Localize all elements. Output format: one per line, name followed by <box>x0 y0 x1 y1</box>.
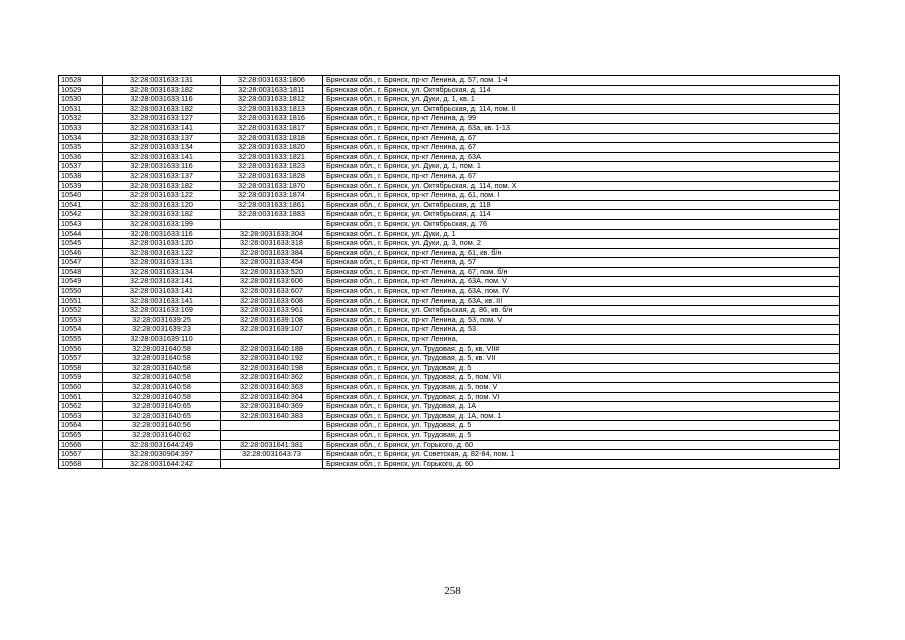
parcel-cadastral-cell: 32:28:0031633:137 <box>103 171 221 181</box>
parcel-cadastral-cell: 32:28:0031640:58 <box>103 373 221 383</box>
row-number-cell: 10549 <box>59 277 103 287</box>
object-cadastral-cell: 32:28:0031640:383 <box>221 411 323 421</box>
object-cadastral-cell: 32:28:0031640:363 <box>221 383 323 393</box>
address-cell: Брянская обл., г. Брянск, пр-кт Ленина, д. 53, пом. V <box>323 315 840 325</box>
table-row <box>59 152 840 162</box>
table-row <box>59 114 840 124</box>
address-cell: Брянская обл., г. Брянск, пр-кт Ленина, д. 63А, кв. III <box>323 296 840 306</box>
address-cell: Брянская обл., г. Брянск, пр-кт Ленина, д. 67 <box>323 133 840 143</box>
row-number-cell: 10561 <box>59 392 103 402</box>
row-number-cell: 10555 <box>59 335 103 345</box>
object-cadastral-cell: 32:28:0031639:107 <box>221 325 323 335</box>
row-number-cell: 10534 <box>59 133 103 143</box>
row-number-cell: 10542 <box>59 210 103 220</box>
table-row <box>59 315 840 325</box>
table-row <box>59 296 840 306</box>
parcel-cadastral-cell: 32:28:0031633:134 <box>103 143 221 153</box>
parcel-cadastral-cell: 32:28:0031633:141 <box>103 296 221 306</box>
address-cell: Брянская обл., г. Брянск, пр-кт Ленина, д. 63а, кв. 1-13 <box>323 123 840 133</box>
parcel-cadastral-cell: 32:28:0030904:397 <box>103 450 221 460</box>
table-row <box>59 392 840 402</box>
address-cell: Брянская обл., г. Брянск, ул. Дуки, д. 1 <box>323 229 840 239</box>
row-number-cell: 10547 <box>59 258 103 268</box>
object-cadastral-cell: 32:28:0031633:607 <box>221 287 323 297</box>
registry-table <box>58 75 840 469</box>
parcel-cadastral-cell: 32:28:0031633:169 <box>103 306 221 316</box>
object-cadastral-cell: 32:28:0031633:1883 <box>221 210 323 220</box>
object-cadastral-cell <box>221 335 323 345</box>
table-row <box>59 373 840 383</box>
row-number-cell: 10556 <box>59 344 103 354</box>
parcel-cadastral-cell: 32:28:0031639:25 <box>103 315 221 325</box>
parcel-cadastral-cell: 32:28:0031633:134 <box>103 267 221 277</box>
row-number-cell: 10535 <box>59 143 103 153</box>
row-number-cell: 10536 <box>59 152 103 162</box>
object-cadastral-cell: 32:28:0031633:1874 <box>221 191 323 201</box>
object-cadastral-cell: 32:28:0031633:1817 <box>221 123 323 133</box>
parcel-cadastral-cell: 32:28:0031640:58 <box>103 392 221 402</box>
object-cadastral-cell: 32:28:0031633:1820 <box>221 143 323 153</box>
address-cell: Брянская обл., г. Брянск, пр-кт Ленина, д. 57 <box>323 258 840 268</box>
object-cadastral-cell: 32:28:0031633:1806 <box>221 76 323 86</box>
parcel-cadastral-cell: 32:28:0031633:122 <box>103 191 221 201</box>
table-row <box>59 239 840 249</box>
parcel-cadastral-cell: 32:28:0031640:65 <box>103 411 221 421</box>
row-number-cell: 10551 <box>59 296 103 306</box>
table-row <box>59 450 840 460</box>
parcel-cadastral-cell: 32:28:0031640:65 <box>103 402 221 412</box>
table-row <box>59 95 840 105</box>
table-row <box>59 181 840 191</box>
parcel-cadastral-cell: 32:28:0031633:120 <box>103 239 221 249</box>
address-cell: Брянская обл., г. Брянск, ул. Трудовая, д. 5 <box>323 363 840 373</box>
row-number-cell: 10552 <box>59 306 103 316</box>
object-cadastral-cell: 32:28:0031633:1812 <box>221 95 323 105</box>
row-number-cell: 10531 <box>59 104 103 114</box>
address-cell: Брянская обл., г. Брянск, пр-кт Ленина, <box>323 335 840 345</box>
address-cell: Брянская обл., г. Брянск, пр-кт Ленина, д. 57, пом. 1-4 <box>323 76 840 86</box>
table-row <box>59 306 840 316</box>
table-row <box>59 191 840 201</box>
object-cadastral-cell: 32:28:0031640:192 <box>221 354 323 364</box>
address-cell: Брянская обл., г. Брянск, ул. Трудовая, д. 5 <box>323 430 840 440</box>
object-cadastral-cell: 32:28:0031633:1816 <box>221 114 323 124</box>
address-cell: Брянская обл., г. Брянск, ул. Горького, д. 60 <box>323 440 840 450</box>
object-cadastral-cell: 32:28:0031633:318 <box>221 239 323 249</box>
row-number-cell: 10544 <box>59 229 103 239</box>
object-cadastral-cell: 32:28:0031633:384 <box>221 248 323 258</box>
address-cell: Брянская обл., г. Брянск, ул. Дуки, д. 1, пом. 1 <box>323 162 840 172</box>
object-cadastral-cell: 32:28:0031633:1821 <box>221 152 323 162</box>
parcel-cadastral-cell: 32:28:0031633:131 <box>103 76 221 86</box>
address-cell: Брянская обл., г. Брянск, ул. Дуки, д. 3, пом. 2 <box>323 239 840 249</box>
row-number-cell: 10566 <box>59 440 103 450</box>
parcel-cadastral-cell: 32:28:0031640:58 <box>103 383 221 393</box>
parcel-cadastral-cell: 32:28:0031633:137 <box>103 133 221 143</box>
row-number-cell: 10546 <box>59 248 103 258</box>
table-row <box>59 123 840 133</box>
row-number-cell: 10541 <box>59 200 103 210</box>
parcel-cadastral-cell: 32:28:0031633:116 <box>103 95 221 105</box>
address-cell: Брянская обл., г. Брянск, ул. Трудовая, д. 1А, пом. 1 <box>323 411 840 421</box>
address-cell: Брянская обл., г. Брянск, ул. Трудовая, д. 5, кв. VII <box>323 354 840 364</box>
address-cell: Брянская обл., г. Брянск, ул. Трудовая, д. 1А <box>323 402 840 412</box>
table-row <box>59 104 840 114</box>
address-cell: Брянская обл., г. Брянск, ул. Трудовая, д. 5, кв. VII# <box>323 344 840 354</box>
table-row <box>59 354 840 364</box>
table-row <box>59 76 840 86</box>
table-row <box>59 430 840 440</box>
table-row <box>59 325 840 335</box>
row-number-cell: 10543 <box>59 219 103 229</box>
object-cadastral-cell: 32:28:0031633:304 <box>221 229 323 239</box>
object-cadastral-cell: 32:28:0031633:454 <box>221 258 323 268</box>
table-row <box>59 200 840 210</box>
row-number-cell: 10548 <box>59 267 103 277</box>
object-cadastral-cell <box>221 459 323 469</box>
parcel-cadastral-cell: 32:28:0031633:141 <box>103 287 221 297</box>
parcel-cadastral-cell: 32:28:0031633:141 <box>103 152 221 162</box>
table-row <box>59 162 840 172</box>
object-cadastral-cell: 32:28:0031633:1813 <box>221 104 323 114</box>
registry-table-body <box>59 76 840 469</box>
parcel-cadastral-cell: 32:28:0031633:182 <box>103 210 221 220</box>
address-cell: Брянская обл., г. Брянск, пр-кт Ленина, д. 63А <box>323 152 840 162</box>
address-cell: Брянская обл., г. Брянск, пр-кт Ленина, д. 61, пом. I <box>323 191 840 201</box>
address-cell: Брянская обл., г. Брянск, ул. Октябрьская, д. 118 <box>323 200 840 210</box>
object-cadastral-cell: 32:28:0031640:198 <box>221 363 323 373</box>
table-row <box>59 85 840 95</box>
object-cadastral-cell: 32:28:0031633:520 <box>221 267 323 277</box>
row-number-cell: 10530 <box>59 95 103 105</box>
parcel-cadastral-cell: 32:28:0031640:58 <box>103 344 221 354</box>
object-cadastral-cell: 32:28:0031633:1861 <box>221 200 323 210</box>
object-cadastral-cell: 32:28:0031633:1818 <box>221 133 323 143</box>
parcel-cadastral-cell: 32:28:0031640:62 <box>103 430 221 440</box>
object-cadastral-cell: 32:28:0031643:73 <box>221 450 323 460</box>
row-number-cell: 10538 <box>59 171 103 181</box>
table-row <box>59 440 840 450</box>
address-cell: Брянская обл., г. Брянск, ул. Советская, д. 82-84, пом. 1 <box>323 450 840 460</box>
address-cell: Брянская обл., г. Брянск, ул. Октябрьская, д. 114 <box>323 210 840 220</box>
address-cell: Брянская обл., г. Брянск, ул. Горького, д. 60 <box>323 459 840 469</box>
row-number-cell: 10537 <box>59 162 103 172</box>
row-number-cell: 10554 <box>59 325 103 335</box>
parcel-cadastral-cell: 32:28:0031633:116 <box>103 229 221 239</box>
address-cell: Брянская обл., г. Брянск, ул. Трудовая, д. 5 <box>323 421 840 431</box>
table-row <box>59 421 840 431</box>
table-row <box>59 143 840 153</box>
address-cell: Брянская обл., г. Брянск, пр-кт Ленина, д. 63А, пом. V <box>323 277 840 287</box>
object-cadastral-cell <box>221 421 323 431</box>
row-number-cell: 10562 <box>59 402 103 412</box>
address-cell: Брянская обл., г. Брянск, ул. Октябрьская, д. 114, пом. II <box>323 104 840 114</box>
row-number-cell: 10563 <box>59 411 103 421</box>
table-row <box>59 402 840 412</box>
parcel-cadastral-cell: 32:28:0031633:182 <box>103 85 221 95</box>
table-row <box>59 277 840 287</box>
address-cell: Брянская обл., г. Брянск, ул. Октябрьская, д. 86, кв. б/н <box>323 306 840 316</box>
address-cell: Брянская обл., г. Брянск, пр-кт Ленина, д. 67 <box>323 143 840 153</box>
object-cadastral-cell: 32:28:0031633:1870 <box>221 181 323 191</box>
parcel-cadastral-cell: 32:28:0031633:182 <box>103 104 221 114</box>
parcel-cadastral-cell: 32:28:0031639:110 <box>103 335 221 345</box>
address-cell: Брянская обл., г. Брянск, ул. Октябрьская, д. 114 <box>323 85 840 95</box>
object-cadastral-cell: 32:28:0031633:1811 <box>221 85 323 95</box>
object-cadastral-cell: 32:28:0031640:369 <box>221 402 323 412</box>
address-cell: Брянская обл., г. Брянск, ул. Октябрьская, д. 114, пом. X <box>323 181 840 191</box>
table-row <box>59 267 840 277</box>
address-cell: Брянская обл., г. Брянск, пр-кт Ленина, д. 53 <box>323 325 840 335</box>
address-cell: Брянская обл., г. Брянск, ул. Октябрьская, д. 76 <box>323 219 840 229</box>
address-cell: Брянская обл., г. Брянск, ул. Трудовая, д. 5, пом. VI <box>323 392 840 402</box>
object-cadastral-cell: 32:28:0031641:381 <box>221 440 323 450</box>
address-cell: Брянская обл., г. Брянск, пр-кт Ленина, д. 63А, пом. IV <box>323 287 840 297</box>
page-number: 258 <box>444 585 461 597</box>
address-cell: Брянская обл., г. Брянск, пр-кт Ленина, д. 61, кв. б/н <box>323 248 840 258</box>
row-number-cell: 10560 <box>59 383 103 393</box>
object-cadastral-cell: 32:28:0031633:1823 <box>221 162 323 172</box>
parcel-cadastral-cell: 32:28:0031633:199 <box>103 219 221 229</box>
parcel-cadastral-cell: 32:28:0031644:249 <box>103 440 221 450</box>
object-cadastral-cell <box>221 219 323 229</box>
parcel-cadastral-cell: 32:28:0031633:141 <box>103 123 221 133</box>
object-cadastral-cell: 32:28:0031640:188 <box>221 344 323 354</box>
row-number-cell: 10558 <box>59 363 103 373</box>
object-cadastral-cell: 32:28:0031633:1828 <box>221 171 323 181</box>
table-row <box>59 335 840 345</box>
row-number-cell: 10550 <box>59 287 103 297</box>
table-row <box>59 229 840 239</box>
address-cell: Брянская обл., г. Брянск, ул. Трудовая, д. 5, пом. VII <box>323 373 840 383</box>
row-number-cell: 10532 <box>59 114 103 124</box>
object-cadastral-cell: 32:28:0031633:606 <box>221 277 323 287</box>
row-number-cell: 10533 <box>59 123 103 133</box>
row-number-cell: 10540 <box>59 191 103 201</box>
address-cell: Брянская обл., г. Брянск, ул. Дуки, д. 1, кв. 1 <box>323 95 840 105</box>
address-cell: Брянская обл., г. Брянск, пр-кт Ленина, д. 67 <box>323 171 840 181</box>
parcel-cadastral-cell: 32:28:0031640:58 <box>103 354 221 364</box>
parcel-cadastral-cell: 32:28:0031633:141 <box>103 277 221 287</box>
parcel-cadastral-cell: 32:28:0031633:120 <box>103 200 221 210</box>
row-number-cell: 10539 <box>59 181 103 191</box>
row-number-cell: 10567 <box>59 450 103 460</box>
object-cadastral-cell: 32:28:0031640:362 <box>221 373 323 383</box>
table-row <box>59 411 840 421</box>
object-cadastral-cell: 32:28:0031633:608 <box>221 296 323 306</box>
row-number-cell: 10559 <box>59 373 103 383</box>
object-cadastral-cell: 32:28:0031640:364 <box>221 392 323 402</box>
parcel-cadastral-cell: 32:28:0031633:131 <box>103 258 221 268</box>
table-row <box>59 171 840 181</box>
parcel-cadastral-cell: 32:28:0031640:58 <box>103 363 221 373</box>
table-row <box>59 459 840 469</box>
row-number-cell: 10557 <box>59 354 103 364</box>
table-row <box>59 219 840 229</box>
parcel-cadastral-cell: 32:28:0031644:242 <box>103 459 221 469</box>
table-row <box>59 383 840 393</box>
row-number-cell: 10529 <box>59 85 103 95</box>
parcel-cadastral-cell: 32:28:0031640:56 <box>103 421 221 431</box>
row-number-cell: 10528 <box>59 76 103 86</box>
table-row <box>59 344 840 354</box>
row-number-cell: 10553 <box>59 315 103 325</box>
row-number-cell: 10545 <box>59 239 103 249</box>
row-number-cell: 10565 <box>59 430 103 440</box>
table-row <box>59 248 840 258</box>
row-number-cell: 10568 <box>59 459 103 469</box>
table-row <box>59 133 840 143</box>
object-cadastral-cell: 32:28:0031639:108 <box>221 315 323 325</box>
object-cadastral-cell: 32:28:0031633:961 <box>221 306 323 316</box>
parcel-cadastral-cell: 32:28:0031639:23 <box>103 325 221 335</box>
object-cadastral-cell <box>221 430 323 440</box>
table-row <box>59 258 840 268</box>
address-cell: Брянская обл., г. Брянск, пр-кт Ленина, д. 67, пом. б/н <box>323 267 840 277</box>
parcel-cadastral-cell: 32:28:0031633:182 <box>103 181 221 191</box>
table-row <box>59 363 840 373</box>
parcel-cadastral-cell: 32:28:0031633:122 <box>103 248 221 258</box>
table-row <box>59 210 840 220</box>
parcel-cadastral-cell: 32:28:0031633:116 <box>103 162 221 172</box>
address-cell: Брянская обл., г. Брянск, пр-кт Ленина, д. 99 <box>323 114 840 124</box>
parcel-cadastral-cell: 32:28:0031633:127 <box>103 114 221 124</box>
table-row <box>59 287 840 297</box>
row-number-cell: 10564 <box>59 421 103 431</box>
address-cell: Брянская обл., г. Брянск, ул. Трудовая, д. 5, пом. V <box>323 383 840 393</box>
